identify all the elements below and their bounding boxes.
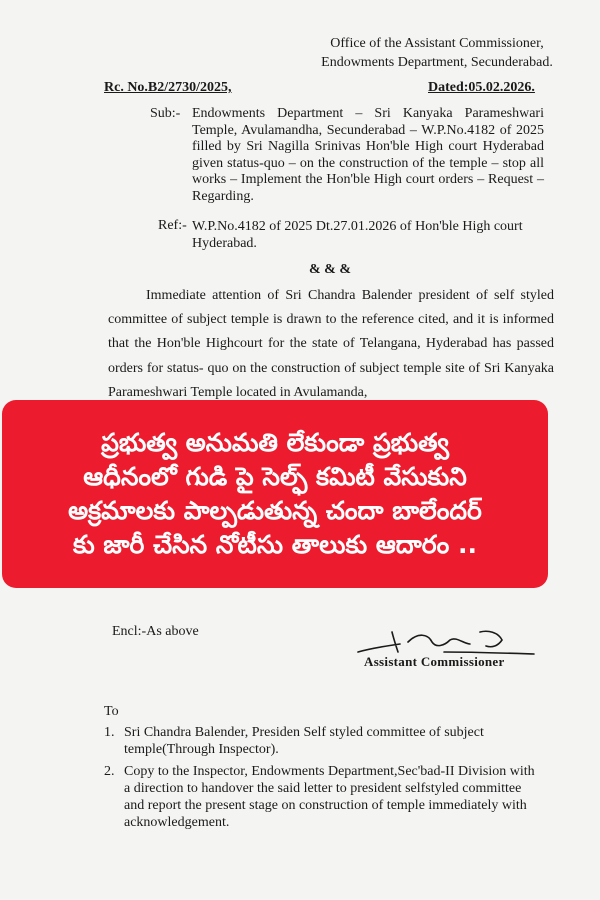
banner-line-2: ఆధీనంలో గుడి పై సెల్ఫ్ కమిటీ వేసుకుని xyxy=(83,462,467,491)
banner-line-4: కు జారీ చేసిన నోటీసు తాలుకు ఆదారం .. xyxy=(72,530,478,559)
banner-line-1: ప్రభుత్వ అనుమతి లేకుండా ప్రభుత్వ xyxy=(101,428,449,457)
banner-line-3: అక్రమాలకు పాల్పడుతున్న చందా బాలేందర్ xyxy=(68,496,482,525)
list-text: Sri Chandra Balender, Presiden Self styled committee of subject temple(Through Inspector). xyxy=(124,725,484,757)
overlay-banner xyxy=(2,400,548,588)
reference-label: Ref:- xyxy=(158,218,187,233)
letter-date: Dated:05.02.2026. xyxy=(428,80,535,95)
section-separator: & & & xyxy=(309,262,351,277)
reference-text: W.P.No.4182 of 2025 Dt.27.01.2026 of Hon'ble High court Hyderabad. xyxy=(192,219,523,251)
enclosure-note: Encl:-As above xyxy=(112,624,199,639)
office-header xyxy=(292,34,582,72)
signatory-title: Assistant Commissioner xyxy=(364,654,505,669)
letter-body: Immediate attention of Sri Chandra Balender president of self styled committee of subject temple is drawn to the reference cited, and it is informed that the Hon'ble Highcourt for the state of Telangana, Hyderabad has passed orders for status- quo on the construction of subject temple site of Sri Kanyaka Parameshwari Temple located in Avulamanda, xyxy=(108,288,554,400)
list-item xyxy=(104,763,544,831)
list-number: 1. xyxy=(104,725,115,740)
recipient-list xyxy=(104,724,544,836)
office-line-1: Office of the Assistant Commissioner, xyxy=(330,36,544,51)
list-number: 2. xyxy=(104,764,115,779)
banner-text xyxy=(2,426,548,562)
office-line-2: Endowments Department, Secunderabad. xyxy=(321,55,553,70)
to-label: To xyxy=(104,704,119,719)
reference-number: Rc. No.B2/2730/2025, xyxy=(104,80,232,95)
list-text: Copy to the Inspector, Endowments Department,Sec'bad-II Division with a direction to handover the said letter to president selfstyled committee and report the present stage on construction of temple immediately with acknowledgement. xyxy=(124,764,535,830)
list-item xyxy=(104,724,544,758)
subject-label: Sub:- xyxy=(150,106,181,121)
subject-text: Endowments Department – Sri Kanyaka Parameshwari Temple, Avulamandha, Secunderabad – W.P.No.4182 of 2025 filled by Sri Nagilla Srinivas Hon'ble High court Hyderabad given status-quo – on the construction of the temple – stop all works – Implement the Hon'ble High court orders – Request – Regarding. xyxy=(192,106,544,204)
